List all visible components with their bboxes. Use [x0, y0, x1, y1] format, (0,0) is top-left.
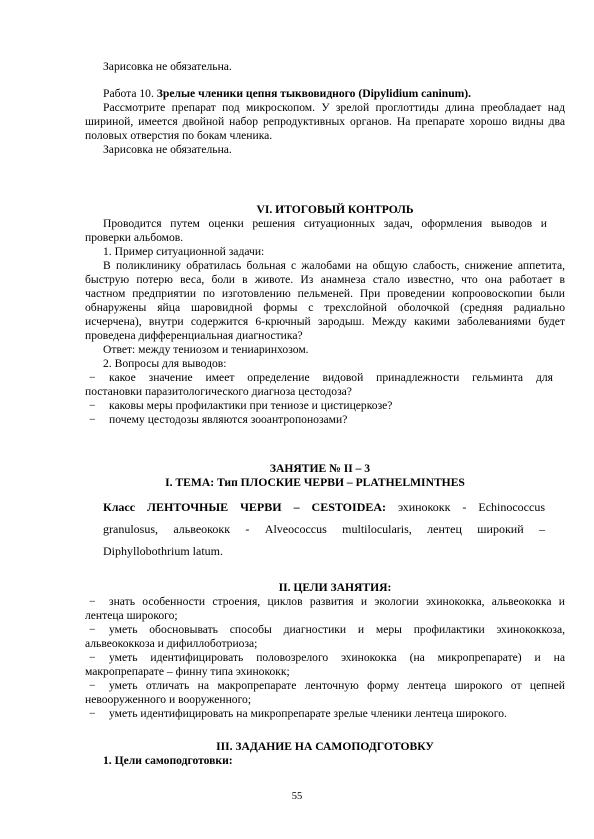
section-heading-goals: II. ЦЕЛИ ЗАНЯТИЯ: — [278, 581, 392, 594]
question-line: постановки паразитологического диагноза цестодоза? — [85, 385, 352, 398]
class-line — [103, 496, 545, 518]
task-line: быструю потерю веса, боли в животе. Из анамнеза стало известно, что она работает в — [85, 273, 565, 286]
list-dash: − — [89, 595, 96, 608]
goal-line: альвеококкоза и дифиллоботриоза; — [85, 637, 258, 650]
goal-line: макропрепарате – финну типа эхинококк; — [85, 665, 290, 678]
task-line: обнаружены яйца шаровидной формы с трехслойной оболочкой (средняя радиально — [85, 301, 565, 314]
goal-line: уметь обосновывать способы диагностики и меры профилактики эхинококкоза, — [109, 623, 565, 636]
work10-line: половых отверстия по бокам членика. — [85, 129, 273, 142]
work10-title-prefix: Работа 10. — [103, 87, 157, 100]
goal-line: знать особенности строения, циклов развития и экологии эхинококка, альвеококка и — [109, 595, 565, 608]
goal-line: уметь идентифицировать половозрелого эхинококка (на микропрепарате) и на — [109, 651, 565, 664]
questions-heading: 2. Вопросы для выводов: — [103, 357, 227, 370]
class-members: эхинококк - Echinococcus — [386, 500, 545, 514]
list-dash: − — [89, 679, 96, 692]
question-line: почему цестодозы являются зооантропонозами? — [109, 413, 348, 426]
work10-line: шириной, имеется двойной набор репродуктивных органов. На препарате хорошо видны два — [85, 115, 565, 128]
work10-line: Рассмотрите препарат под микроскопом. У зрелой проглоттиды длина преобладает над — [103, 101, 565, 114]
class-name-bold: Класс ЛЕНТОЧНЫЕ ЧЕРВИ – CESTOIDEA: — [103, 500, 387, 514]
section-heading-final-control: VI. ИТОГОВЫЙ КОНТРОЛЬ — [256, 203, 414, 216]
task-line: исчерчена), внутри содержится 6-крючный зародыш. Между какими заболеваниями будет — [85, 315, 565, 328]
task-heading: 1. Пример ситуационной задачи: — [103, 245, 265, 258]
goal-line: невооруженного и вооруженного; — [85, 693, 252, 706]
goal-line: уметь идентифицировать на микропрепарате зрелые членики лентеца широкого. — [109, 707, 507, 720]
drawing-note: Зарисовка не обязательна. — [103, 143, 232, 156]
class-line: Diphyllobothrium latum. — [103, 544, 223, 558]
list-dash: − — [89, 707, 96, 720]
final-control-intro: проверки альбомов. — [85, 231, 184, 244]
work10-title-bold: Зрелые членики цепня тыквовидного (Dipylidium caninum). — [156, 87, 472, 100]
lesson-theme: I. ТЕМА: Тип ПЛОСКИЕ ЧЕРВИ – PLATHELMINTHES — [165, 476, 465, 489]
section-heading-self-preparation: III. ЗАДАНИЕ НА САМОПОДГОТОВКУ — [216, 740, 434, 753]
final-control-intro: Проводится путем оценки решения ситуационных задач, оформления выводов и — [103, 217, 547, 230]
list-dash: − — [89, 413, 96, 426]
page-number: 55 — [291, 791, 303, 802]
class-line: granulosus, альвеококк - Alveococcus multilocularis, лентец широкий – — [103, 522, 545, 536]
question-line: какое значение имеет определение видовой принадлежности гельминта для — [109, 371, 553, 384]
task-answer: Ответ: между тениозом и тениаринхозом. — [103, 343, 309, 356]
question-line: каковы меры профилактики при тениозе и цистицеркозе? — [109, 399, 393, 412]
list-dash: − — [89, 651, 96, 664]
work10-title — [103, 87, 471, 101]
lesson-title: ЗАНЯТИЕ № II – 3 — [269, 462, 371, 475]
goal-line: лентеца широкого; — [85, 609, 178, 622]
goal-line: уметь отличать на макропрепарате ленточную форму лентеца широкого от цепней — [109, 679, 565, 692]
list-dash: − — [89, 623, 96, 636]
task-line: проведена дифференциальная диагностика? — [85, 329, 303, 342]
self-preparation-goals: 1. Цели самоподготовки: — [103, 754, 233, 767]
drawing-note: Зарисовка не обязательна. — [103, 60, 232, 73]
task-line: В поликлинику обратилась больная с жалобами на общую слабость, снижение аппетита, — [103, 259, 565, 272]
list-dash: − — [89, 399, 96, 412]
task-line: частном предприятии по изготовлению пельменей. При проведении копроовоскопии были — [85, 287, 565, 300]
list-dash: − — [89, 371, 96, 384]
